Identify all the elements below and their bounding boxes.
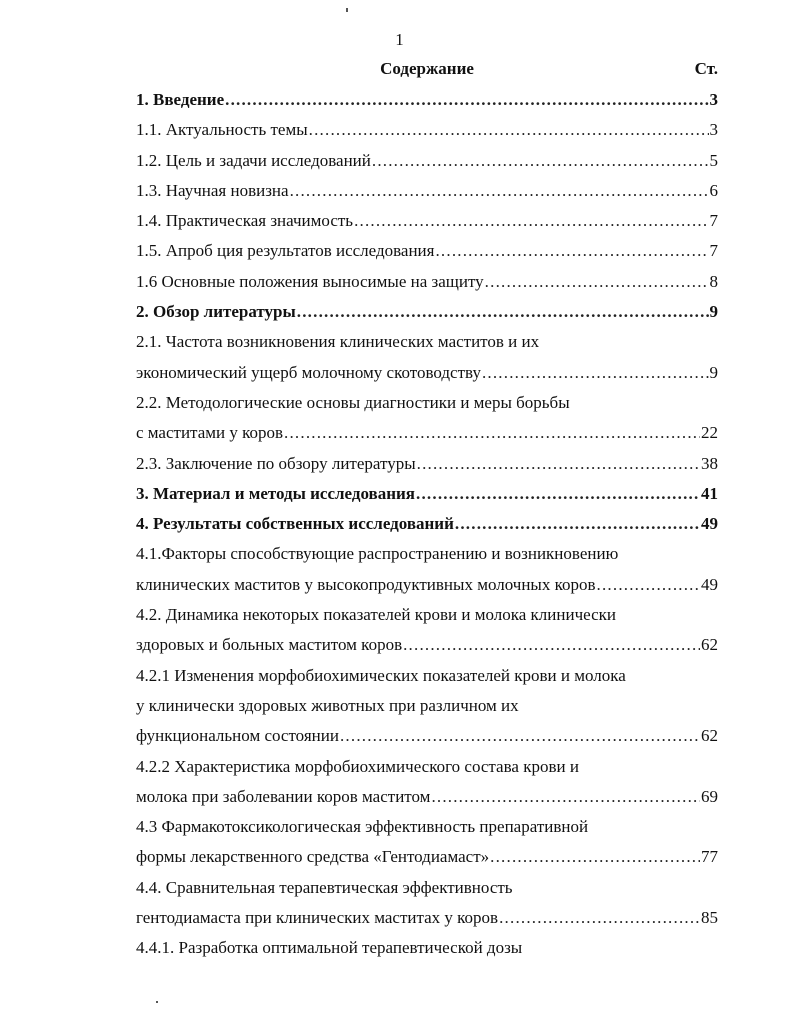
toc-entry — [136, 267, 718, 297]
toc-entry-text: функциональном состоянии — [136, 726, 339, 746]
dot-leader — [485, 267, 709, 297]
dot-leader — [297, 297, 709, 327]
dot-leader — [290, 176, 709, 206]
toc-entry — [136, 721, 718, 751]
toc-entry — [136, 873, 718, 903]
dot-leader — [482, 358, 709, 388]
dot-leader — [403, 630, 700, 660]
toc-entry-page: 62 — [701, 726, 718, 746]
toc-entry — [136, 570, 718, 600]
toc-entry-page: 69 — [701, 786, 718, 806]
toc-entry-text: 3. Материал и методы исследования — [136, 483, 416, 503]
dot-leader — [309, 115, 709, 145]
toc-entry-page: 62 — [701, 635, 718, 655]
toc-entry-text: 2. Обзор литературы — [136, 302, 296, 322]
dot-leader — [416, 479, 700, 509]
toc-entry — [136, 691, 718, 721]
toc-entry-page: 6 — [709, 180, 718, 200]
toc-entry — [136, 752, 718, 782]
dot-leader — [284, 418, 700, 448]
toc-entry — [136, 842, 718, 872]
toc-entry-text: 1.1. Актуальность темы — [136, 120, 308, 140]
toc-entry — [136, 388, 718, 418]
toc-entry-page: 3 — [709, 120, 718, 140]
toc-entry-text: 4.3 Фармакотоксикологическая эффективность препаративной — [136, 817, 589, 837]
toc-entry-page: 41 — [701, 483, 718, 503]
toc-entry-text: 4.2.1 Изменения морфобиохимических показателей крови и молока — [136, 665, 626, 685]
toc-entry-text: с маститами у коров — [136, 423, 284, 443]
toc-entry-page: 22 — [701, 423, 718, 443]
toc-entry-text: 2.1. Частота возникновения клинических маститов и их — [136, 332, 540, 352]
toc-entry-text: 4. Результаты собственных исследований — [136, 514, 454, 534]
toc-entry — [136, 933, 718, 963]
toc-entry-text: 4.2. Динамика некоторых показателей крови и молока клинически — [136, 605, 617, 625]
toc-entry — [136, 449, 718, 479]
toc-entry — [136, 630, 718, 660]
toc-entry-text: 2.2. Методологические основы диагностики и меры борьбы — [136, 392, 570, 412]
toc-entry-text: 1.2. Цель и задачи исследований — [136, 150, 371, 170]
toc-entry-text: формы лекарственного средства «Гентодиамаст» — [136, 847, 490, 867]
toc-entry-text: 1. Введение — [136, 90, 225, 109]
toc-entry — [136, 358, 718, 388]
toc-entry-page: 49 — [701, 514, 718, 534]
dot-leader — [417, 449, 700, 479]
toc-entry — [136, 236, 718, 266]
toc-entry-page: 5 — [709, 150, 718, 170]
dot-leader — [225, 85, 708, 115]
dot-leader — [499, 903, 700, 933]
toc-entry-text: 4.1.Факторы способствующие распространению и возникновению — [136, 544, 619, 564]
toc-entry — [136, 115, 718, 145]
toc-entry-page: 9 — [709, 302, 718, 322]
toc-entry — [136, 600, 718, 630]
toc-entry — [136, 146, 718, 176]
toc-entry — [136, 176, 718, 206]
toc-entry — [136, 479, 718, 509]
toc-entry — [136, 812, 718, 842]
toc-entry — [136, 85, 718, 115]
toc-entry — [136, 782, 718, 812]
toc-entry-page: 85 — [701, 908, 718, 928]
toc-entry-text: 1.5. Апроб ция результатов исследования — [136, 241, 435, 261]
toc-entry-page: 8 — [709, 271, 718, 291]
toc-entry-text: 4.4.1. Разработка оптимальной терапевтической дозы — [136, 938, 523, 958]
dot-leader — [372, 146, 709, 176]
toc-entry — [136, 903, 718, 933]
page-column-label: Ст. — [694, 59, 718, 78]
dot-leader — [455, 509, 700, 539]
table-of-contents — [136, 85, 718, 964]
toc-entry-text: 1.6 Основные положения выносимые на защиту — [136, 271, 484, 291]
toc-entry-text: 4.2.2 Характеристика морфобиохимического состава крови и — [136, 756, 579, 776]
toc-entry — [136, 297, 718, 327]
toc-entry-page: 9 — [709, 362, 718, 382]
toc-entry-text: молока при заболевании коров маститом — [136, 786, 431, 806]
dot-leader — [490, 842, 700, 872]
toc-entry-text: 2.3. Заключение по обзору литературы — [136, 453, 416, 473]
toc-entry-page: 7 — [709, 241, 718, 261]
dot-leader — [354, 206, 708, 236]
page-number: 1 — [395, 30, 404, 49]
toc-entry-page: 38 — [701, 453, 718, 473]
toc-entry — [136, 327, 718, 357]
toc-entry — [136, 539, 718, 569]
toc-entry-page: 3 — [709, 90, 718, 109]
toc-entry-text: здоровых и больных маститом коров — [136, 635, 403, 655]
toc-entry — [136, 418, 718, 448]
toc-entry — [136, 661, 718, 691]
toc-entry-text: 4.4. Сравнительная терапевтическая эффективность — [136, 877, 513, 897]
toc-entry — [136, 509, 718, 539]
toc-entry-text: экономический ущерб молочному скотоводству — [136, 362, 481, 382]
toc-entry-text: у клинически здоровых животных при различном их — [136, 695, 519, 715]
toc-entry-text: гентодиамаста при клинических маститах у коров — [136, 908, 499, 928]
toc-entry-page: 7 — [709, 211, 718, 231]
dot-leader — [435, 236, 708, 266]
toc-title: Содержание — [380, 59, 474, 78]
dot-leader — [431, 782, 700, 812]
toc-header — [136, 57, 718, 81]
toc-entry-page: 49 — [701, 574, 718, 594]
toc-entry-text: 1.3. Научная новизна — [136, 180, 289, 200]
toc-entry-text: клинических маститов у высокопродуктивных молочных коров — [136, 574, 596, 594]
dot-leader — [597, 570, 700, 600]
toc-entry — [136, 206, 718, 236]
dot-leader — [340, 721, 700, 751]
toc-entry-page: 77 — [701, 847, 718, 867]
toc-entry-text: 1.4. Практическая значимость — [136, 211, 354, 231]
